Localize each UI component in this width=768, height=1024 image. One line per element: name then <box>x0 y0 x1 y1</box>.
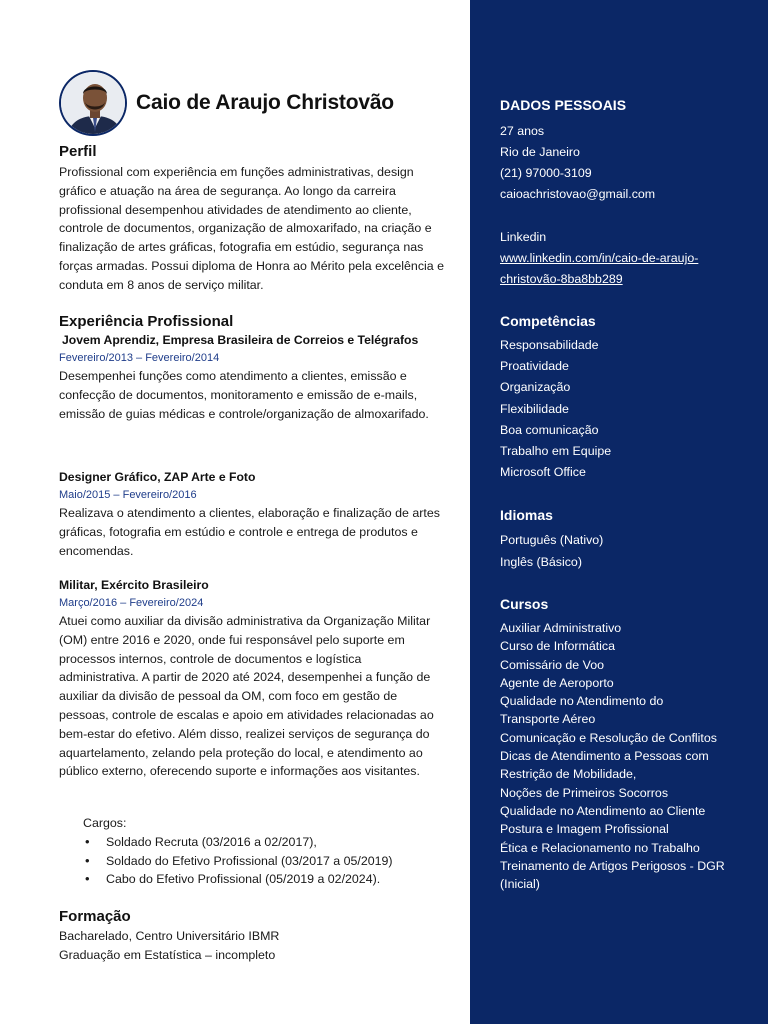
list-item: Comissário de Voo <box>500 657 604 672</box>
list-item: (Inicial) <box>500 877 540 892</box>
email[interactable]: caioachristovao@gmail.com <box>500 187 656 201</box>
list-item: Agente de Aeroporto <box>500 675 614 690</box>
job-description: Realizava o atendimento a clientes, elaboração e finalização de artes gráficas, fotografia em estúdio e controle e entrega de produtos e encomendas. <box>59 506 440 558</box>
full-name: Caio de Araujo Christovão <box>136 91 394 114</box>
list-item: Transporte Aéreo <box>500 712 596 727</box>
job-description: Atuei como auxiliar da divisão administrativa da Organização Militar (OM) entre 2016 e 2020, onde fui responsável pelo suporte em processos internos, controle de documentos e logística administrativa. A partir de 2020 até 2024, desempenhei a função de auxiliar da divisão de pessoal da OM, com foco em gestão de pessoas, controle de escalas e apoio em atividades relacionadas ao bem-estar do efetivo. Além disso, realizei serviços de segurança do aquartelamento, zelando pela proteção do local, e atendimento ao público externo, oferecendo suporte e informações aos visitantes. <box>59 614 434 779</box>
age: 27 anos <box>500 124 545 138</box>
list-item: Treinamento de Artigos Perigosos - DGR <box>500 858 725 873</box>
job-dates: Fevereiro/2013 – Fevereiro/2014 <box>59 352 220 364</box>
list-item: Microsoft Office <box>500 465 586 480</box>
list-item: Auxiliar Administrativo <box>500 621 622 635</box>
profile-text: Profissional com experiência em funções administrativas, design gráfico e atuação na área de segurança. Ao longo da carreira profissional desempenhou atividades de atendimento ao cliente, controle de documentos, organização de almoxarifado, na criação e finalização de artes gráficas, fotografia em estúdio, segurança nas forças armadas. Possui diploma de Honra ao Mérito pela excelência e conduta em 8 anos de serviço militar. <box>59 165 444 292</box>
list-item: Boa comunicação <box>500 422 599 437</box>
list-item: Inglês (Básico) <box>500 554 582 569</box>
list-item: Postura e Imagem Profissional <box>500 822 669 837</box>
languages-list <box>500 530 603 573</box>
job-dates: Março/2016 – Fevereiro/2024 <box>59 597 204 609</box>
job-dates: Maio/2015 – Fevereiro/2016 <box>59 489 197 501</box>
experience-heading: Experiência Profissional <box>59 313 234 330</box>
phone[interactable]: (21) 97000-3109 <box>500 166 592 180</box>
list-item: Responsabilidade <box>500 338 599 352</box>
list-item: Proatividade <box>500 359 569 374</box>
personal-info <box>500 121 655 205</box>
job-description: Desempenhei funções como atendimento a clientes, emissão e confecção de documentos, monitoramento e emissão de e-mails, emissão de guias médicas e controle/organização de almoxarifado. <box>59 369 429 421</box>
list-item: Qualidade no Atendimento do <box>500 694 664 709</box>
list-item: Português (Nativo) <box>500 533 604 547</box>
list-item: Curso de Informática <box>500 639 616 654</box>
job-title: Militar, Exército Brasileiro <box>59 578 209 592</box>
profile-heading: Perfil <box>59 143 97 160</box>
linkedin-link-continued[interactable]: christovão-8ba8bb289 <box>500 272 623 286</box>
languages-heading: Idiomas <box>500 507 553 523</box>
courses-heading: Cursos <box>500 596 549 612</box>
linkedin-label: Linkedin <box>500 230 547 244</box>
list-item: Bacharelado, Centro Universitário IBMR <box>59 929 280 943</box>
header <box>59 70 394 136</box>
education-heading: Formação <box>59 908 131 925</box>
job-title: Jovem Aprendiz, Empresa Brasileira de Correios e Telégrafos <box>62 333 419 347</box>
education-list <box>59 927 444 965</box>
linkedin-link[interactable]: www.linkedin.com/in/caio-de-araujo- <box>500 251 699 265</box>
skills-list <box>500 335 611 483</box>
cargos-block <box>83 814 393 889</box>
list-item: • Cabo do Efetivo Profissional (05/2019 a 02/2024). <box>83 870 393 889</box>
avatar <box>59 70 127 136</box>
list-item: Flexibilidade <box>500 401 569 416</box>
list-item: Noções de Primeiros Socorros <box>500 785 669 800</box>
list-item: Qualidade no Atendimento ao Cliente <box>500 803 706 818</box>
courses-list <box>500 619 725 893</box>
list-item: Comunicação e Resolução de Conflitos <box>500 730 717 745</box>
personal-heading: DADOS PESSOAIS <box>500 97 627 113</box>
job-title: Designer Gráfico, ZAP Arte e Foto <box>59 470 256 484</box>
list-item: • Soldado do Efetivo Profissional (03/2017 a 05/2019) <box>83 852 393 871</box>
skills-heading: Competências <box>500 313 596 329</box>
list-item: Dicas de Atendimento a Pessoas com <box>500 749 709 764</box>
list-item: Restrição de Mobilidade, <box>500 767 637 782</box>
linkedin-block <box>500 227 698 290</box>
cargos-list <box>83 833 393 889</box>
list-item: Trabalho em Equipe <box>500 444 612 459</box>
list-item: Graduação em Estatística – incompleto <box>59 947 276 962</box>
list-item: Organização <box>500 380 571 395</box>
city: Rio de Janeiro <box>500 145 580 159</box>
list-item: • Soldado Recruta (03/2016 a 02/2017), <box>83 833 393 852</box>
cargos-label: Cargos: <box>83 816 127 830</box>
list-item: Ética e Relacionamento no Trabalho <box>500 840 700 855</box>
